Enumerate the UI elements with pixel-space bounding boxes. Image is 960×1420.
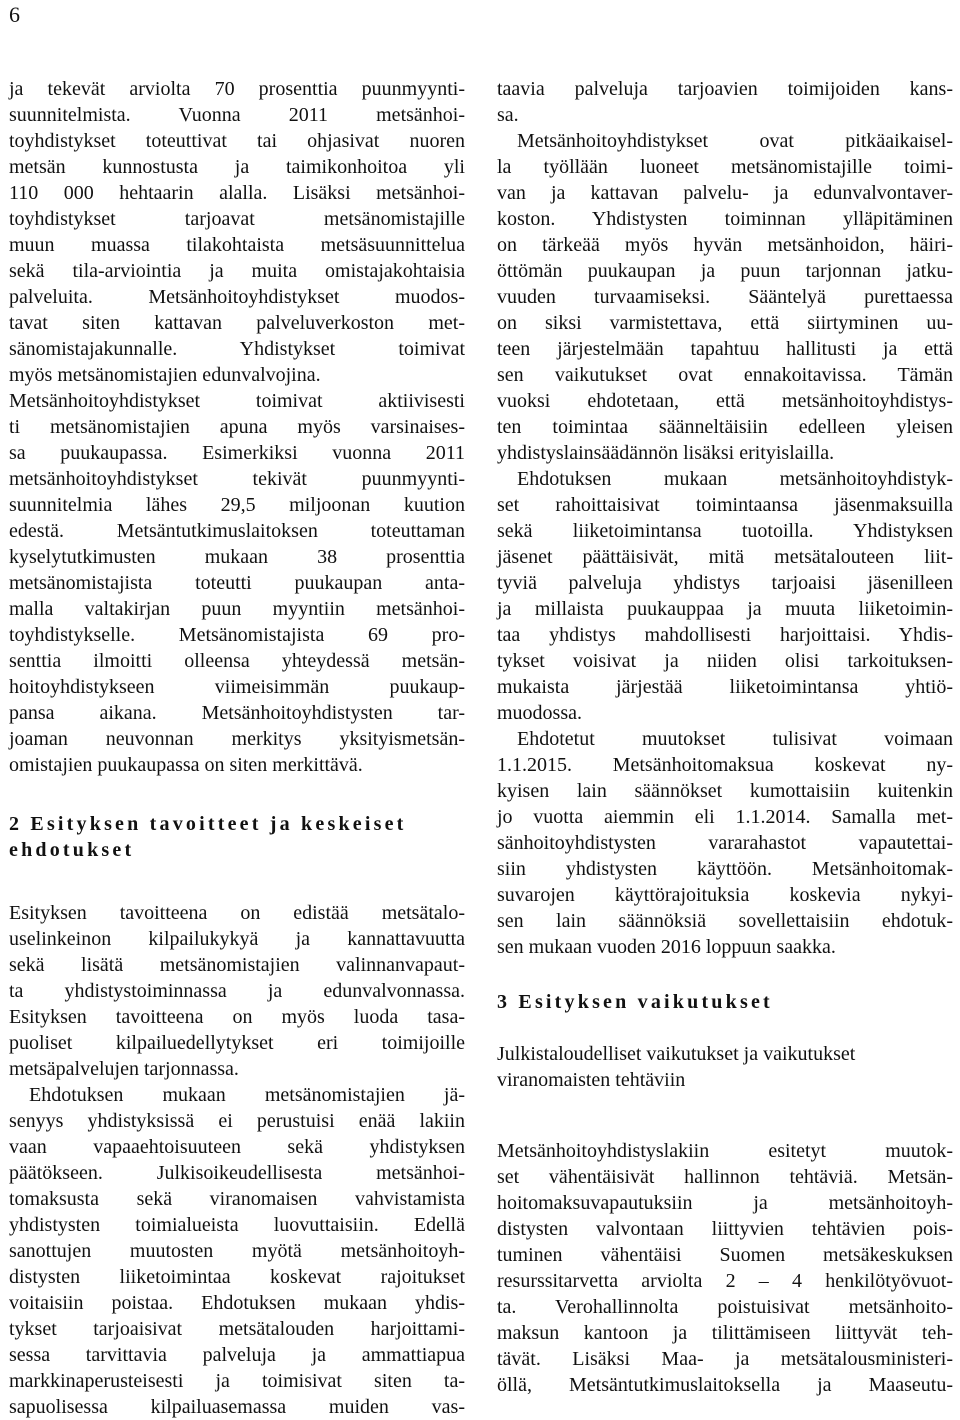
paragraph (497, 466, 953, 726)
text-line: vaan vapaaehtoisuuteen sekä yhdistyksen (9, 1136, 465, 1158)
paragraph (497, 128, 953, 466)
text-line: yhdistysten toimialueista luovuttaisiin. Edellä (9, 1214, 465, 1236)
heading-line: 3 Esityksen vaikutukset (497, 991, 773, 1013)
text-line: koston. Yhdistysten toiminnan ylläpitäminen (497, 208, 953, 230)
text-line: sekä lisätä metsänomistajien valinnanvapaut- (9, 954, 465, 976)
text-line: van ja kattavan palvelu- ja edunvalvontaver- (497, 182, 953, 204)
page-number: 6 (9, 2, 20, 27)
text-line: sessa tarvittavia palveluja ja ammattiapua (9, 1344, 465, 1366)
text-line: ti metsänomistajien apuna myös varsinaises- (9, 416, 465, 438)
text-line: siin yhdistysten käyttöön. Metsänhoitomak- (497, 858, 953, 880)
text-line: öllä, Metsäntutkimuslaitoksella ja Maaseutu- (497, 1374, 953, 1396)
text-line: voitaisiin poistaa. Ehdotuksen mukaan yhdis- (9, 1292, 465, 1314)
text-line: palveluita. Metsänhoitoyhdistykset muodos- (9, 286, 465, 308)
text-line: maksun kantoon ja tilittämiseen liittyvät teh- (497, 1322, 953, 1344)
text-line: sa puukaupassa. Esimerkiksi vuonna 2011 (9, 442, 465, 464)
text-line: muun muassa tilakohtaista metsäsuunnittelua (9, 234, 465, 256)
text-line: tavat siten kattavan palveluverkoston met- (9, 312, 465, 334)
text-line: vuuden turvaamiseksi. Sääntelyä purettaessa (497, 286, 953, 308)
left-column (9, 76, 465, 1420)
text-line: Metsänhoitoyhdistykset ovat pitkäaikaisel- (517, 130, 953, 152)
text-line: sapuolisessa kilpailuasemassa muiden vas- (9, 1396, 465, 1418)
text-line: 110 000 hehtaarin alalla. Lisäksi metsänhoi- (9, 182, 465, 204)
text-line: metsänhoitoyhdistykset tekivät puunmyynti- (9, 468, 465, 490)
text-line: päätökseen. Julkisoikeudellisesta metsänhoi- (9, 1162, 465, 1184)
right-column (497, 76, 953, 1398)
heading-line: 2 Esityksen tavoitteet ja keskeiset (9, 813, 407, 835)
text-line: resurssitarvetta arviolta 2 – 4 henkilötyövuot- (497, 1270, 953, 1292)
text-line: malla valtakirjan puun myyntiin metsänhoi- (9, 598, 465, 620)
text-line: muodossa. (497, 702, 582, 724)
text-line: metsänomistajista toteutti puukaupan anta- (9, 572, 465, 594)
text-line: ta yhdistystoiminnassa ja edunvalvonnassa. (9, 980, 465, 1002)
text-line: senyys yhdistyksissä ei perustuisi enää lakiin (9, 1110, 465, 1132)
text-line: tomaksusta sekä viranomaisen vahvistamista (9, 1188, 465, 1210)
text-line: sekä tila-arviointia ja muita omistajakohtaisia (9, 260, 465, 282)
paragraph (9, 388, 465, 778)
text-line: öttömän puukaupan ja puun tarjonnan jatku- (497, 260, 953, 282)
text-line: on tärkeää myös hyvän metsänhoidon, häiri- (497, 234, 953, 256)
text-line: sekä liiketoimintansa tuotoilla. Yhdistyksen (497, 520, 953, 542)
text-line: ja tekevät arviolta 70 prosenttia puunmyynti- (9, 78, 465, 100)
text-line: tyviä palveluja yhdistys tarjoaisi jäsenilleen (497, 572, 953, 594)
text-line: metsäpalvelujen tarjonnassa. (9, 1058, 239, 1080)
text-line: Metsänhoitoyhdistyslakiin esitetyt muutok- (497, 1140, 953, 1162)
section-heading (497, 989, 953, 1015)
text-line: Ehdotuksen mukaan metsänhoitoyhdistyk- (517, 468, 953, 490)
text-line: toyhdistykselle. Metsänomistajista 69 pro- (9, 624, 465, 646)
paragraph (497, 726, 953, 960)
paragraph (497, 76, 953, 128)
text-line: sen vaikutukset ovat ennakoitavissa. Tämän (497, 364, 953, 386)
text-line: tuminen vähentäisi Suomen metsäkeskuksen (497, 1244, 953, 1266)
paragraph (497, 1138, 953, 1398)
paragraph (9, 1082, 465, 1420)
text-line: sa. (497, 104, 519, 126)
text-line: yhdistyslainsäädännön lisäksi erityislailla. (497, 442, 835, 464)
text-line: la työllään luoneet metsänomistajille toimi- (497, 156, 953, 178)
text-line: distysten valvontaan liittyvien tehtävien pois- (497, 1218, 953, 1240)
text-line: Esityksen tavoitteena on edistää metsätalo- (9, 902, 465, 924)
text-line: toyhdistykset tarjoavat metsänomistajille (9, 208, 465, 230)
text-line: ten toimintaa säänneltäisiin edelleen yleisen (497, 416, 953, 438)
text-line: edestä. Metsäntutkimuslaitoksen toteuttaman (9, 520, 465, 542)
text-line: markkinaperusteisesti ja toimisivat siten ta- (9, 1370, 465, 1392)
text-line: set vähentäisivät hallinnon tehtäviä. Metsän- (497, 1166, 953, 1188)
text-line: tykset tarjoaisivat metsätalouden harjoittami- (9, 1318, 465, 1340)
text-line: teen järjestelmään tapahtuu hallitusti ja että (497, 338, 953, 360)
text-line: suunnitelmia lähes 29,5 miljoonan kuution (9, 494, 465, 516)
paragraph (9, 76, 465, 388)
text-line: sen mukaan vuoden 2016 loppuun saakka. (497, 936, 836, 958)
text-line: suvarojen käyttörajoituksia koskevia nykyi- (497, 884, 953, 906)
text-line: metsän kunnostusta ja taimikonhoitoa yli (9, 156, 465, 178)
text-line: sänhoitoyhdistysten vararahastot vapautettai- (497, 832, 953, 854)
text-line: set rahoittaisivat toimintaansa jäsenmaksuilla (497, 494, 953, 516)
text-line: myös metsänomistajien edunvalvojina. (9, 364, 321, 386)
text-line: vuoksi ehdotetaan, että metsänhoitoyhdistys- (497, 390, 953, 412)
text-line: taavia palveluja tarjoavien toimijoiden kans- (497, 78, 953, 100)
text-line: uselinkeinon kilpailukykyä ja kannattavuutta (9, 928, 465, 950)
text-line: suunnitelmista. Vuonna 2011 metsänhoi- (9, 104, 465, 126)
text-line: sanottujen muutosten myötä metsänhoitoyh- (9, 1240, 465, 1262)
text-line: viranomaisten tehtäviin (497, 1069, 686, 1091)
text-line: jo vuotta aiemmin eli 1.1.2014. Samalla met- (497, 806, 953, 828)
text-line: toyhdistykset toteuttivat tai ohjasivat nuoren (9, 130, 465, 152)
text-line: distysten liiketoimintaa koskevat rajoitukset (9, 1266, 465, 1288)
text-line: Julkistaloudelliset vaikutukset ja vaikutukset (497, 1043, 856, 1065)
section-heading (9, 811, 465, 863)
text-line: omistajien puukaupassa on siten merkittävä. (9, 754, 363, 776)
text-line: ta. Verohallinnolta poistuisivat metsänhoito- (497, 1296, 953, 1318)
text-line: Metsänhoitoyhdistykset toimivat aktiivisesti (9, 390, 465, 412)
text-line: pansa aikana. Metsänhoitoyhdistysten tar- (9, 702, 465, 724)
text-line: senttia ilmoitti olleensa yhteydessä metsän- (9, 650, 465, 672)
text-line: tävät. Lisäksi Maa- ja metsätalousministeri- (497, 1348, 953, 1370)
text-line: jäsenet päättäisivät, mitä metsätalouteen liit- (497, 546, 953, 568)
text-line: tykset voisivat ja niiden olisi tarkoituksen- (497, 650, 953, 672)
text-line: kyisen lain säännökset kumottaisiin kuitenkin (497, 780, 953, 802)
text-line: mukaista järjestää liiketoimintansa yhtiö- (497, 676, 953, 698)
text-line: 1.1.2015. Metsänhoitomaksua koskevat ny- (497, 754, 953, 776)
subheading (497, 1041, 953, 1093)
text-line: on siksi varmistettava, että siirtyminen uu- (497, 312, 953, 334)
text-line: hoitoyhdistykseen viimeisimmän puukaup- (9, 676, 465, 698)
text-line: kyselytutkimusten mukaan 38 prosenttia (9, 546, 465, 568)
text-line: joaman neuvonnan merkitys yksityismetsän- (9, 728, 465, 750)
text-line: sen lain säännöksiä sovellettaisiin ehdotuk- (497, 910, 953, 932)
text-line: Esityksen tavoitteena on myös luoda tasa- (9, 1006, 465, 1028)
text-line: Ehdotetut muutokset tulisivat voimaan (517, 728, 953, 750)
text-line: hoitomaksuvapautuksiin ja metsänhoitoyh- (497, 1192, 953, 1214)
text-line: sänomistajakunnalle. Yhdistykset toimivat (9, 338, 465, 360)
text-line: ja millaista puukauppaa ja muuta liiketoimin- (497, 598, 953, 620)
text-line: Ehdotuksen mukaan metsänomistajien jä- (29, 1084, 465, 1106)
heading-line: ehdotukset (9, 839, 135, 861)
text-line: puoliset kilpailuedellytykset eri toimijoille (9, 1032, 465, 1054)
paragraph (9, 900, 465, 1082)
text-line: taa yhdistys mahdollisesti harjoittaisi. Yhdis- (497, 624, 953, 646)
